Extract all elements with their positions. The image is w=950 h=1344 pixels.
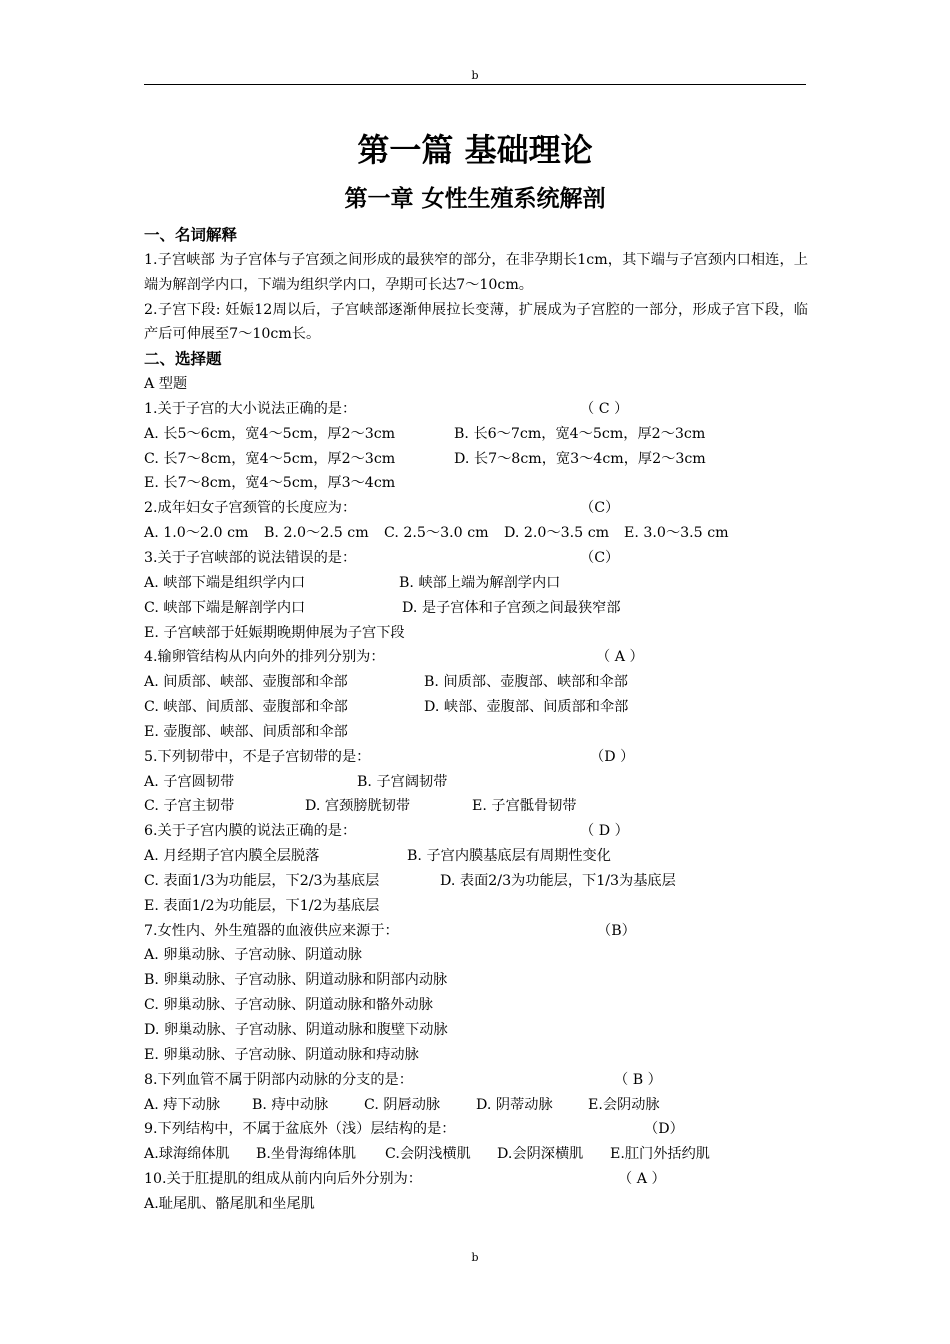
option: E. 壶腹部、峡部、间质部和伞部 <box>144 723 348 740</box>
answer-key: （B） <box>597 922 636 939</box>
type-label-row <box>144 372 808 397</box>
option: B. 痔中动脉 <box>252 1096 329 1113</box>
option: E.会阴动脉 <box>588 1096 660 1113</box>
option: B. 峡部上端为解剖学内口 <box>399 574 561 591</box>
option: E.肛门外括约肌 <box>610 1146 710 1163</box>
option: C. 卵巢动脉、子宫动脉、阴道动脉和骼外动脉 <box>144 997 433 1014</box>
option: A. 月经期子宫内膜全层脱落 <box>144 848 320 865</box>
question-stem: 5.下列韧带中，不是子宫韧带的是： <box>144 748 371 765</box>
part-title: 第一篇 基础理论 <box>357 131 593 169</box>
option: A. 1.0～2.0 cm <box>144 525 249 542</box>
option-row <box>144 670 808 695</box>
option-row <box>144 968 808 993</box>
option: A. 长5～6cm，宽4～5cm，厚2～3cm <box>144 425 396 442</box>
option: D. 阴蒂动脉 <box>476 1096 553 1113</box>
question-stem: 9.下列结构中，不属于盆底外（浅）层结构的是： <box>144 1121 456 1138</box>
option: B. 子宫内膜基底层有周期性变化 <box>407 848 611 865</box>
question-stem-row <box>144 745 808 770</box>
option-row <box>144 1043 808 1068</box>
option: E. 3.0～3.5 cm <box>624 525 729 542</box>
option: B. 长6～7cm，宽4～5cm，厚2～3cm <box>454 425 706 442</box>
option: E. 子宫骶骨韧带 <box>472 798 577 815</box>
option: C. 峡部、间质部、壶腹部和伞部 <box>144 699 348 716</box>
question-type-label: A 型题 <box>144 376 188 393</box>
option: A. 峡部下端是组织学内口 <box>144 574 306 591</box>
section-heading <box>144 223 808 248</box>
answer-key: （D） <box>644 1121 684 1138</box>
option-row <box>144 844 808 869</box>
definition-1: 1.子宫峡部 为子宫体与子宫颈之间形成的最狭窄的部分，在非孕期长1cm，其下端与子宫颈内口相连，上端为解剖学内口，下端为组织学内口，孕期可长达7～10cm。 <box>144 251 808 293</box>
option-row <box>144 993 808 1018</box>
section1-heading: 一、名词解释 <box>144 226 238 244</box>
section-heading <box>144 347 808 372</box>
option: D. 峡部、壶腹部、间质部和伞部 <box>424 699 629 716</box>
option: D. 长7～8cm，宽3～4cm，厚2～3cm <box>454 450 706 467</box>
question-stem: 3.关于子宫峡部的说法错误的是： <box>144 549 357 566</box>
question-stem-row <box>144 1167 808 1192</box>
option-row <box>144 521 808 546</box>
option: D. 卵巢动脉、子宫动脉、阴道动脉和腹壁下动脉 <box>144 1022 448 1038</box>
option: B. 间质部、壶腹部、峡部和伞部 <box>424 674 628 691</box>
option: D.会阴深横肌 <box>497 1146 584 1163</box>
option: A. 子宫圆韧带 <box>144 773 235 790</box>
option: D. 表面2/3为功能层，下1/3为基底层 <box>440 872 676 889</box>
option: A. 卵巢动脉、子宫动脉、阴道动脉 <box>144 947 362 964</box>
option: B. 2.0～2.5 cm <box>264 525 369 542</box>
answer-key: （C） <box>580 500 620 517</box>
option: C. 峡部下端是解剖学内口 <box>144 599 306 616</box>
option-row <box>144 770 808 795</box>
option: C. 阴唇动脉 <box>364 1096 441 1113</box>
question-stem-row <box>144 397 808 422</box>
chapter-title: 第一章 女性生殖系统解剖 <box>344 186 606 212</box>
option-row <box>144 571 808 596</box>
option-row <box>144 422 808 447</box>
option: C. 表面1/3为功能层，下2/3为基底层 <box>144 872 380 889</box>
option-row <box>144 1093 808 1118</box>
answer-key: （ B ） <box>614 1071 662 1088</box>
answer-key: （ D ） <box>580 823 629 840</box>
definition-2: 2.子宫下段: 妊娠12周以后，子宫峡部逐渐伸展拉长变薄，扩展成为子宫腔的一部分，形成子宫下段，临产后可伸展至7～10cm长。 <box>144 301 808 343</box>
header-mark: b <box>471 69 479 82</box>
option-row <box>144 621 808 646</box>
option-row <box>144 596 808 621</box>
option-row <box>144 794 808 819</box>
option: A. 痔下动脉 <box>144 1096 221 1113</box>
option: E. 长7～8cm，宽4～5cm，厚3～4cm <box>144 475 396 492</box>
question-stem-row <box>144 1117 808 1142</box>
question-stem-row <box>144 819 808 844</box>
question-stem: 10.关于肛提肌的组成从前内向后外分别为： <box>144 1171 422 1188</box>
header-rule <box>144 84 806 85</box>
option: C. 长7～8cm，宽4～5cm，厚2～3cm <box>144 450 396 467</box>
option: B. 子宫阔韧带 <box>357 773 448 790</box>
question-stem-row <box>144 496 808 521</box>
footer-mark: b <box>471 1251 479 1264</box>
answer-key: （ C ） <box>580 400 629 417</box>
option: A.耻尾肌、骼尾肌和坐尾肌 <box>144 1195 315 1212</box>
option-row <box>144 869 808 894</box>
answer-key: （ A ） <box>596 649 644 666</box>
option-row <box>144 1018 808 1043</box>
section2-heading: 二、选择题 <box>144 350 222 369</box>
question-stem: 8.下列血管不属于阴部内动脉的分支的是： <box>144 1071 413 1088</box>
option-row <box>144 695 808 720</box>
question-stem: 1.关于子宫的大小说法正确的是： <box>144 400 357 417</box>
option-row <box>144 943 808 968</box>
option: C.会阴浅横肌 <box>385 1146 471 1163</box>
answer-key: （C） <box>580 549 620 566</box>
option: B.坐骨海绵体肌 <box>256 1146 357 1163</box>
option: E. 卵巢动脉、子宫动脉、阴道动脉和痔动脉 <box>144 1046 419 1063</box>
option: A. 间质部、峡部、壶腹部和伞部 <box>144 674 348 691</box>
option: A.球海绵体肌 <box>144 1146 230 1163</box>
question-stem-row <box>144 645 808 670</box>
question-stem-row <box>144 1068 808 1093</box>
question-stem-row <box>144 919 808 944</box>
option-row <box>144 1142 808 1167</box>
option: D. 2.0～3.5 cm <box>504 525 610 542</box>
question-stem: 7.女性内、外生殖器的血液供应来源于： <box>144 922 399 939</box>
question-stem-row <box>144 546 808 571</box>
answer-key: （ A ） <box>618 1171 666 1188</box>
option: E. 子宫峡部于妊娠期晚期伸展为子宫下段 <box>144 624 405 641</box>
option-row <box>144 894 808 919</box>
option: C. 2.5～3.0 cm <box>384 525 489 542</box>
option: C. 子宫主韧带 <box>144 798 235 815</box>
option-row <box>144 720 808 745</box>
question-stem: 2.成年妇女子宫颈管的长度应为： <box>144 500 357 517</box>
document-body <box>144 223 808 1217</box>
answer-key: （D ） <box>590 748 635 765</box>
option: D. 宫颈膀胱韧带 <box>305 798 411 815</box>
option: E. 表面1/2为功能层，下1/2为基底层 <box>144 897 380 914</box>
option-row <box>144 1192 808 1217</box>
option-row <box>144 471 808 496</box>
option-row <box>144 447 808 472</box>
question-stem: 4.输卵管结构从内向外的排列分别为： <box>144 649 385 666</box>
option: B. 卵巢动脉、子宫动脉、阴道动脉和阴部内动脉 <box>144 972 448 989</box>
option: D. 是子宫体和子宫颈之间最狭窄部 <box>402 599 621 616</box>
question-stem: 6.关于子宫内膜的说法正确的是： <box>144 823 357 840</box>
